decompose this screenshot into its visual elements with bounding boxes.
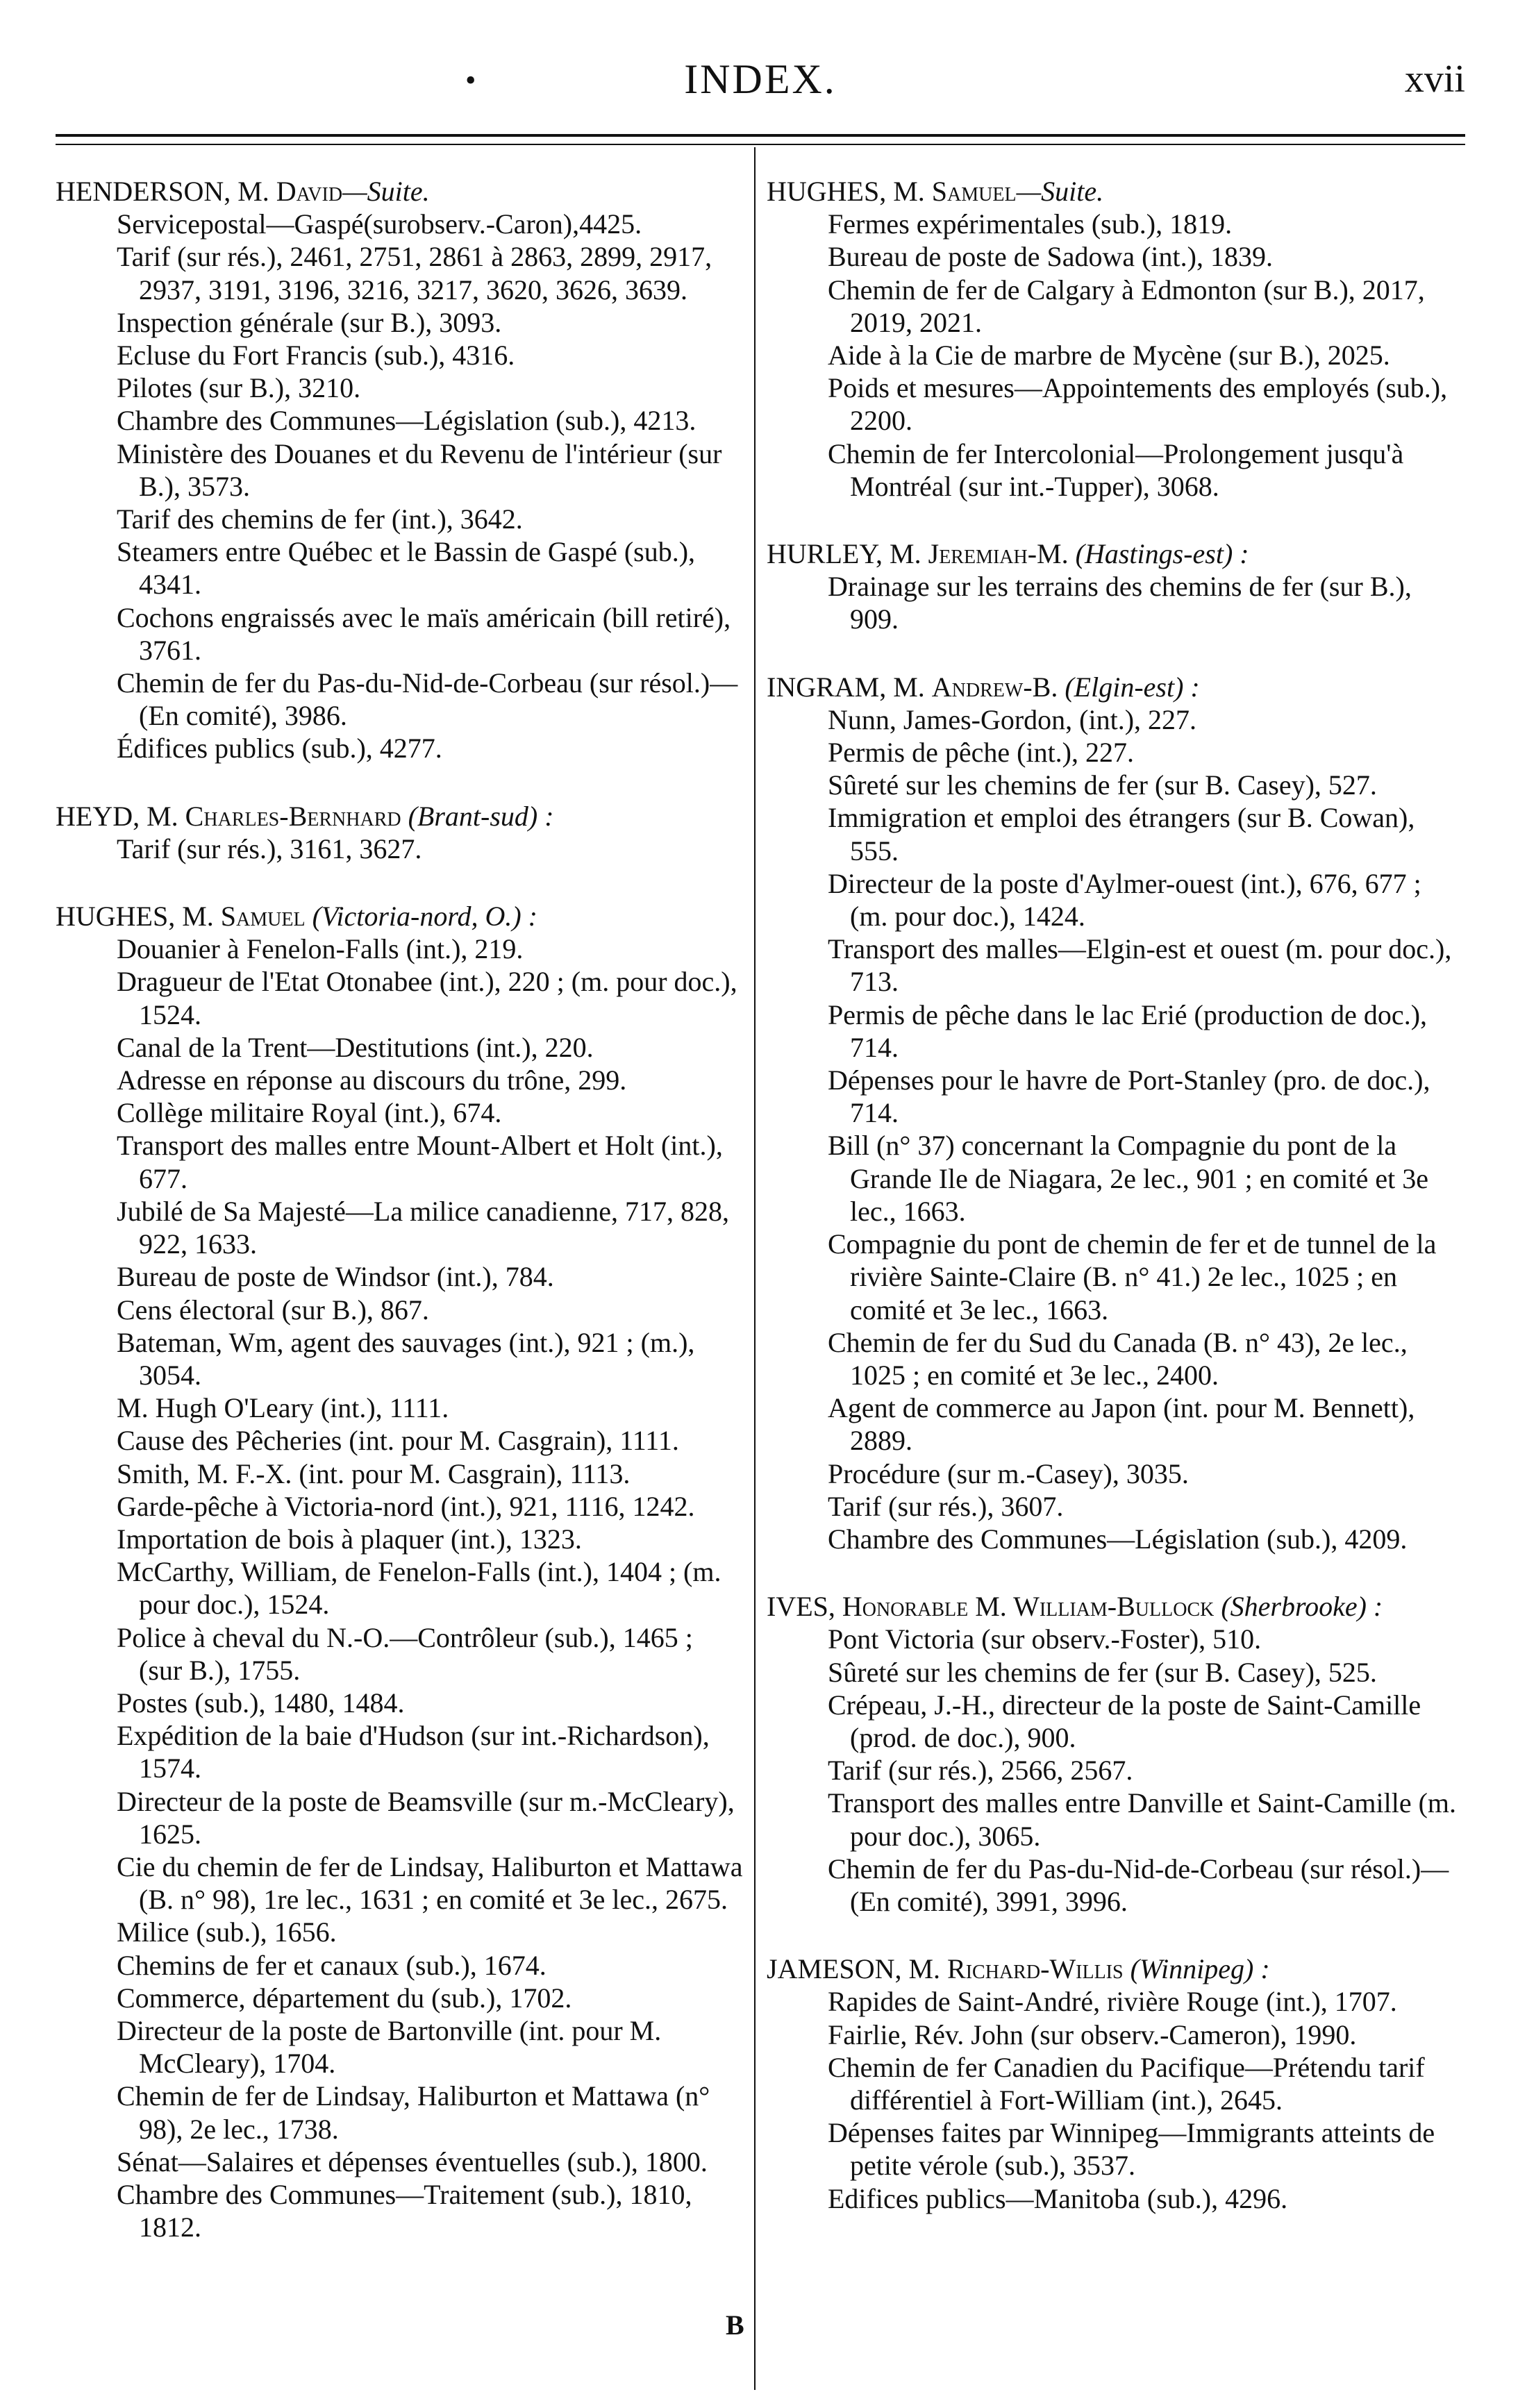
page-number: xvii [1404, 58, 1465, 101]
column-divider [754, 147, 756, 2390]
entry-subitem: Steamers entre Québec et le Bassin de Gaspé (sub.), 4341. [117, 536, 696, 601]
header-rule-thick [56, 134, 1465, 137]
entry-subitem: Transport des malles entre Mount-Albert et Holt (int.), 677. [117, 1130, 723, 1194]
entry-given-name: Andrew-B. [931, 671, 1058, 703]
entry-subitem: Garde-pêche à Victoria-nord (int.), 921, 1116, 1242. [117, 1490, 695, 1522]
entry-heading [767, 537, 1461, 570]
entry-subitem: Bill (n° 37) concernant la Compagnie du pont de la Grande Ile de Niagara, 2e lec., 901 ; en comité et 3e lec., 1663. [828, 1130, 1428, 1227]
entry-subitem: Chambre des Communes—Législation (sub.), 4209. [828, 1523, 1408, 1555]
page-title: INDEX. [684, 56, 837, 102]
entry-subitem: Permis de pêche (int.), 227. [828, 737, 1134, 769]
index-entry [767, 671, 1461, 1555]
entry-suite: —Suite. [342, 176, 430, 207]
entry-subitem: Crépeau, J.-H., directeur de la poste de Saint-Camille (prod. de doc.), 900. [828, 1689, 1421, 1753]
entry-subitem: Chemins de fer et canaux (sub.), 1674. [117, 1949, 546, 1981]
entry-subitem: Transport des malles—Elgin-est et ouest (m. pour doc.), 713. [828, 933, 1452, 998]
entry-subitem: Compagnie du pont de chemin de fer et de tunnel de la rivière Sainte-Claire (B. n° 41.) 2e lec., 1025 ; en comité et 3e lec., 1663. [828, 1228, 1437, 1326]
entry-subitem: Sénat—Salaires et dépenses éventuelles (sub.), 1800. [117, 2146, 708, 2177]
index-entry [56, 800, 743, 865]
entry-given-name: Charles-Bernhard [185, 800, 401, 832]
entry-subitem: Inspection générale (sur B.), 3093. [117, 306, 502, 338]
entry-subitem: Poids et mesures—Appointements des employés (sub.), 2200. [828, 372, 1448, 437]
entry-given-name: Samuel [220, 901, 306, 933]
entry-subitem: Tarif (sur rés.), 2461, 2751, 2861 à 2863, 2899, 2917, 2937, 3191, 3196, 3216, 3217, 3620, 3626, 3639. [117, 241, 712, 306]
index-entry [56, 900, 743, 2243]
entry-subitem: Sûreté sur les chemins de fer (sur B. Casey), 527. [828, 769, 1377, 801]
entry-subitem: Police à cheval du N.-O.—Contrôleur (sub.), 1465 ; (sur B.), 1755. [117, 1621, 693, 1686]
entry-subitem: Douanier à Fenelon-Falls (int.), 219. [117, 933, 524, 965]
header-marker: • [465, 63, 476, 97]
entry-subitem: Adresse en réponse au discours du trône, 299. [117, 1064, 627, 1096]
entry-subitem: Directeur de la poste de Beamsville (sur m.-McCleary), 1625. [117, 1785, 735, 1850]
entry-subitem: Commerce, département du (sub.), 1702. [117, 1982, 572, 2014]
entry-subitem: Dépenses pour le havre de Port-Stanley (pro. de doc.), 714. [828, 1064, 1430, 1129]
entry-subitem: Ecluse du Fort Francis (sub.), 4316. [117, 340, 515, 371]
entry-subitem: Transport des malles entre Danville et Saint-Camille (m. pour doc.), 3065. [828, 1787, 1456, 1852]
entry-subitem: Tarif des chemins de fer (int.), 3642. [117, 503, 523, 535]
entry-subitem: McCarthy, William, de Fenelon-Falls (int.), 1404 ; (m. pour doc.), 1524. [117, 1556, 721, 1621]
entry-surname: HENDERSON, M. [56, 176, 276, 207]
entry-surname: HURLEY, M. [767, 538, 928, 570]
entry-subitem: Dragueur de l'Etat Otonabee (int.), 220 ; (m. pour doc.), 1524. [117, 966, 737, 1030]
entry-given-name: Jeremiah-M. [928, 538, 1069, 570]
entry-subitem: Directeur de la poste de Bartonville (int. pour M. McCleary), 1704. [117, 2014, 662, 2080]
entry-given-name: Honorable M. William-Bullock [842, 1591, 1215, 1623]
entry-subitem: Rapides de Saint-André, rivière Rouge (int.), 1707. [828, 1986, 1397, 2018]
entry-subitem: Drainage sur les terrains des chemins de fer (sur B.), 909. [828, 571, 1412, 635]
entry-subitem: Expédition de la baie d'Hudson (sur int.-Richardson), 1574. [117, 1720, 710, 1784]
entry-subitem: Fermes expérimentales (sub.), 1819. [828, 208, 1233, 240]
entry-subitem: Importation de bois à plaquer (int.), 1323. [117, 1523, 582, 1555]
entry-subitem: Milice (sub.), 1656. [117, 1916, 337, 1948]
entry-constituency: (Elgin-est) : [1058, 671, 1200, 703]
entry-subitem: Pilotes (sur B.), 3210. [117, 372, 361, 404]
entry-heading [767, 175, 1461, 208]
entry-suite: —Suite. [1016, 176, 1104, 207]
index-entry [767, 175, 1461, 503]
entry-surname: HEYD, M. [56, 800, 185, 832]
entry-subitem: Permis de pêche dans le lac Erié (production de doc.), 714. [828, 998, 1428, 1063]
entry-subitem: Chemin de fer Intercolonial—Prolongement jusqu'à Montréal (sur int.-Tupper), 3068. [828, 437, 1404, 502]
entry-heading [56, 900, 743, 933]
entry-constituency: (Hastings-est) : [1068, 538, 1249, 570]
entry-subitem: Collège militaire Royal (int.), 674. [117, 1097, 502, 1129]
entry-subitem: Agent de commerce au Japon (int. pour M. Bennett), 2889. [828, 1392, 1415, 1457]
entry-subitem: Jubilé de Sa Majesté—La milice canadienne, 717, 828, 922, 1633. [117, 1195, 729, 1260]
entry-subitem: Canal de la Trent—Destitutions (int.), 220. [117, 1031, 594, 1063]
entry-subitem: Chambre des Communes—Traitement (sub.), 1810, 1812. [117, 2178, 692, 2243]
entry-subitem: Chemin de fer Canadien du Pacifique—Prétendu tarif différentiel à Fort-William (int.), 2645. [828, 2051, 1425, 2116]
entry-subitem: Directeur de la poste d'Aylmer-ouest (int.), 676, 677 ; (m. pour doc.), 1424. [828, 867, 1421, 933]
entry-subitem: Aide à la Cie de marbre de Mycène (sur B.), 2025. [828, 340, 1390, 371]
entry-constituency: (Winnipeg) : [1123, 1953, 1270, 1985]
entry-subitem: Sûreté sur les chemins de fer (sur B. Casey), 525. [828, 1656, 1377, 1688]
entry-subitem: Tarif (sur rés.), 3161, 3627. [117, 833, 422, 864]
entry-surname: HUGHES, M. [767, 176, 932, 207]
entry-constituency: (Victoria-nord, O.) : [305, 901, 537, 933]
header-rule-thin [56, 144, 1465, 145]
index-entry [767, 537, 1461, 636]
entry-subitem: Postes (sub.), 1480, 1484. [117, 1687, 405, 1719]
entry-subitem: Chemin de fer de Lindsay, Haliburton et Mattawa (n° 98), 2e lec., 1738. [117, 2080, 710, 2145]
entry-subitem: Bureau de poste de Windsor (int.), 784. [117, 1261, 554, 1293]
entry-subitem: M. Hugh O'Leary (int.), 1111. [117, 1392, 449, 1424]
entry-constituency: (Sherbrooke) : [1214, 1591, 1383, 1623]
index-entry [767, 1953, 1461, 2215]
entry-subitem: Tarif (sur rés.), 3607. [828, 1490, 1064, 1522]
entry-subitem: Dépenses faites par Winnipeg—Immigrants atteints de petite vérole (sub.), 3537. [828, 2117, 1435, 2182]
entry-subitem: Ministère des Douanes et du Revenu de l'intérieur (sur B.), 3573. [117, 437, 722, 502]
entry-subitem: Bureau de poste de Sadowa (int.), 1839. [828, 241, 1273, 273]
entry-given-name: Richard-Willis [947, 1953, 1124, 1985]
right-column [767, 175, 1461, 2250]
signature-mark: B [726, 2309, 744, 2341]
entry-subitem: Chemin de fer de Calgary à Edmonton (sur B.), 2017, 2019, 2021. [828, 274, 1425, 338]
entry-surname: HUGHES, M. [56, 901, 221, 933]
entry-subitem: Chemin de fer du Sud du Canada (B. n° 43), 2e lec., 1025 ; en comité et 3e lec., 2400. [828, 1326, 1408, 1391]
entry-subitem: Chemin de fer du Pas-du-Nid-de-Corbeau (sur résol.)—(En comité), 3991, 3996. [828, 1853, 1449, 1917]
entry-heading [767, 671, 1461, 703]
entry-subitem: Bateman, Wm, agent des sauvages (int.), 921 ; (m.), 3054. [117, 1326, 695, 1391]
entry-surname: INGRAM, M. [767, 671, 932, 703]
entry-subitem: Cause des Pêcheries (int. pour M. Casgrain), 1111. [117, 1425, 679, 1457]
entry-constituency: (Brant-sud) : [401, 800, 554, 832]
entry-heading [56, 175, 743, 208]
entry-subitem: Chemin de fer du Pas-du-Nid-de-Corbeau (sur résol.)—(En comité), 3986. [117, 667, 738, 732]
page-header [56, 42, 1465, 118]
entry-heading [767, 1590, 1461, 1623]
entry-subitem: Edifices publics—Manitoba (sub.), 4296. [828, 2182, 1288, 2214]
left-column [56, 175, 743, 2278]
entry-subitem: Chambre des Communes—Législation (sub.), 4213. [117, 405, 696, 437]
entry-subitem: Cens électoral (sur B.), 867. [117, 1294, 429, 1326]
entry-subitem: Cochons engraissés avec le maïs américain (bill retiré), 3761. [117, 601, 731, 666]
entry-heading [767, 1953, 1461, 1985]
entry-heading [56, 800, 743, 833]
index-entry [767, 1590, 1461, 1918]
entry-surname: IVES, [767, 1591, 842, 1623]
entry-subitem: Smith, M. F.-X. (int. pour M. Casgrain), 1113. [117, 1457, 631, 1489]
entry-subitem: Pont Victoria (sur observ.-Foster), 510. [828, 1623, 1262, 1655]
entry-subitem: Cie du chemin de fer de Lindsay, Haliburton et Mattawa (B. n° 98), 1re lec., 1631 ; en comité et 3e lec., 2675. [117, 1850, 743, 1916]
entry-given-name: David [276, 176, 343, 207]
entry-subitem: Fairlie, Rév. John (sur observ.-Cameron), 1990. [828, 2018, 1357, 2050]
entry-subitem: Nunn, James-Gordon, (int.), 227. [828, 703, 1197, 735]
index-entry [56, 175, 743, 765]
entry-subitem: Procédure (sur m.-Casey), 3035. [828, 1457, 1189, 1489]
entry-subitem: Servicepostal—Gaspé(surobserv.-Caron),4425. [117, 208, 642, 240]
entry-subitem: Édifices publics (sub.), 4277. [117, 733, 442, 764]
entry-subitem: Immigration et emploi des étrangers (sur B. Cowan), 555. [828, 802, 1415, 867]
entry-surname: JAMESON, M. [767, 1953, 948, 1985]
entry-given-name: Samuel [931, 176, 1017, 207]
entry-subitem: Tarif (sur rés.), 2566, 2567. [828, 1755, 1133, 1787]
